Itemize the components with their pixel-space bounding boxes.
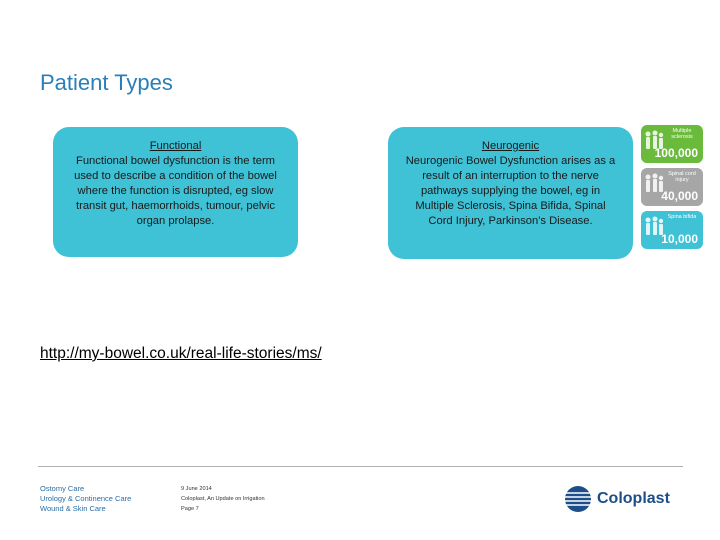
story-link[interactable]: http://my-bowel.co.uk/real-life-stories/ms/ — [40, 345, 322, 362]
neurogenic-heading: Neurogenic — [481, 140, 540, 152]
slide-title: Patient Types — [40, 70, 173, 95]
footer-doc: Coloplast, An Update on Irrigation — [181, 496, 265, 502]
neurogenic-card — [388, 127, 633, 259]
stat-multiple-sclerosis — [641, 125, 703, 163]
coloplast-globe-icon — [564, 485, 592, 513]
stat-label: Spina bifida — [667, 214, 697, 220]
footer-divisions — [40, 484, 131, 514]
logo-wordmark: Coloplast — [597, 490, 670, 507]
division-urology: Urology & Continence Care — [40, 494, 132, 503]
footer-date: 9 June 2014 — [181, 486, 212, 492]
footer-meta — [181, 484, 265, 514]
functional-card — [53, 127, 298, 257]
stat-spina-bifida — [641, 211, 703, 249]
division-wound: Wound & Skin Care — [40, 504, 106, 513]
functional-heading: Functional — [149, 140, 202, 152]
stat-label: Spinal cord injury — [668, 171, 696, 183]
stat-label: Multiple sclerosis — [671, 128, 693, 140]
functional-body: Functional bowel dysfunction is the term used to describe a condition of the bowel where the function is disrupted, eg slow transit gut, haemorrhoids, tumour, pelvic organ prolapse. — [74, 155, 277, 227]
stat-spinal-cord-injury — [641, 168, 703, 206]
coloplast-logo — [564, 484, 670, 514]
footer-page: Page 7 — [181, 506, 199, 512]
neurogenic-body: Neurogenic Bowel Dysfunction arises as a result of an interruption to the nerve pathways supplying the bowel, eg in Multiple Sclerosis, Spina Bifida, Spinal Cord Injury, Parkinson's Disease. — [405, 155, 616, 227]
stat-value: 40,000 — [661, 189, 698, 203]
stat-value: 100,000 — [654, 146, 698, 160]
stat-value: 10,000 — [661, 232, 698, 246]
division-ostomy: Ostomy Care — [40, 484, 85, 493]
footer-divider — [38, 466, 683, 467]
